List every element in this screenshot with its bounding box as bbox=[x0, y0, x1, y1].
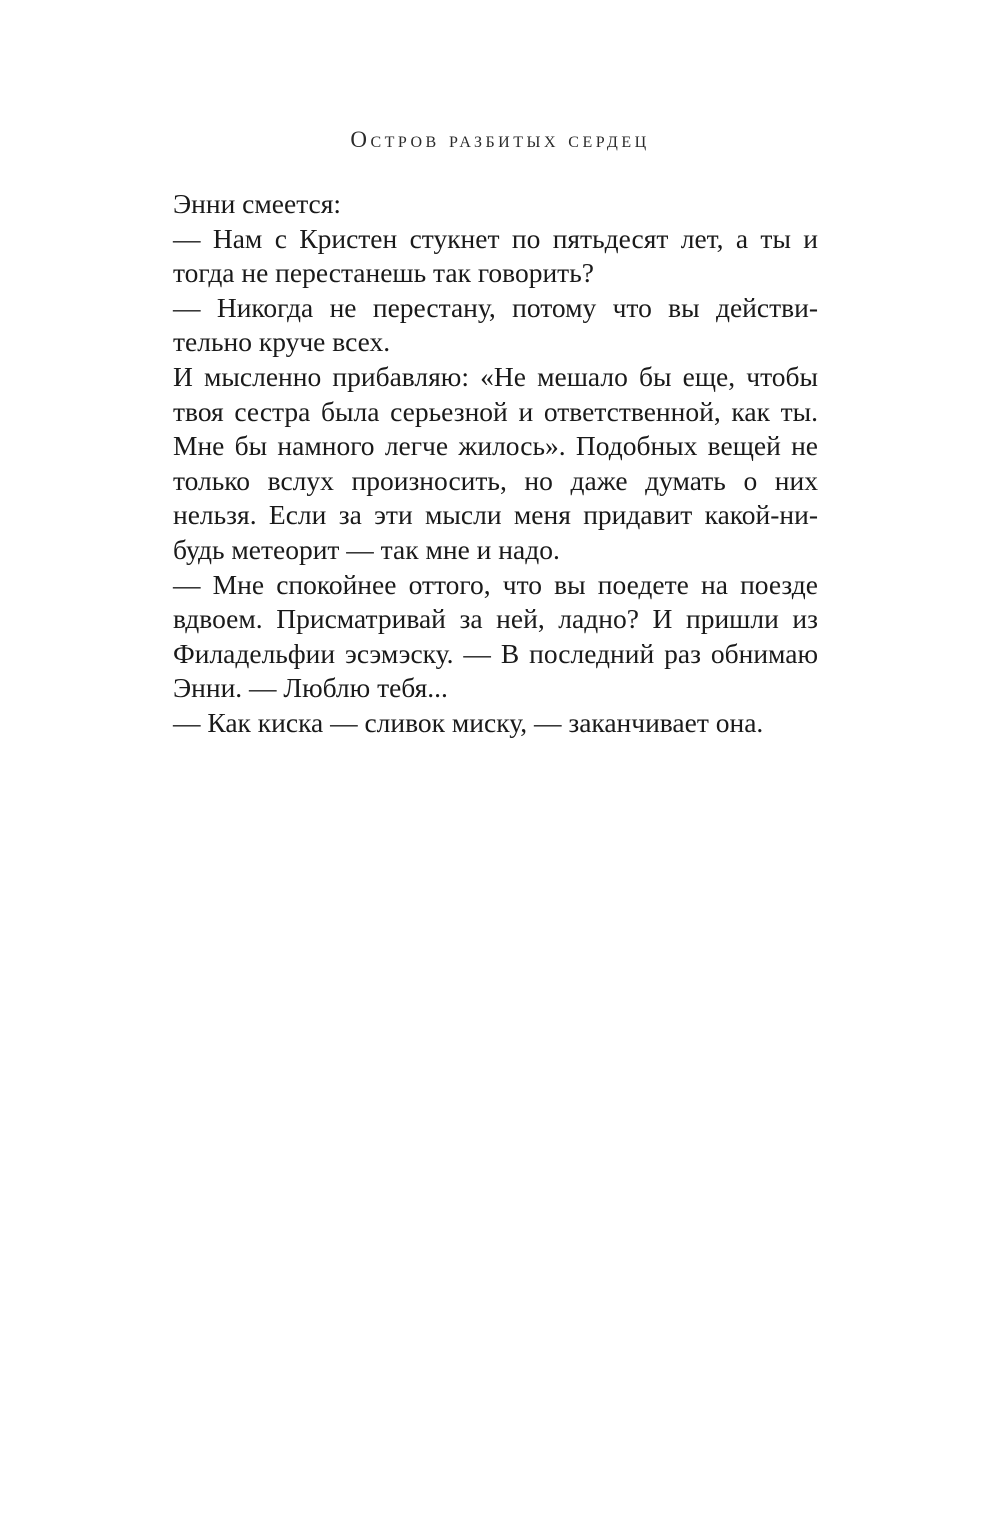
paragraph: И мысленно прибавляю: «Не мешало бы еще, чтобы твоя сестра была серьезной и ответственной, как ты. Мне бы намного легче жилось». Подобных вещей не только вслух произносить, но даже думать о них нельзя. Если за эти мысли меня придавит какой-нибудь метеорит — так мне и надо. bbox=[173, 360, 818, 565]
paragraph: — Нам с Кристен стукнет по пятьдесят лет, а ты и тогда не перестанешь так говорить? bbox=[173, 222, 818, 289]
running-head-title: Остров разбитых сердец bbox=[350, 127, 650, 152]
paragraph: — Никогда не перестану, потому что вы действительно круче всех. bbox=[173, 291, 818, 358]
paragraph: — Как киска — сливок миску, — заканчивает она. bbox=[173, 706, 764, 738]
paragraph: Энни смеется: bbox=[173, 188, 342, 219]
paragraph: — Мне спокойнее оттого, что вы поедете на поезде вдвоем. Присматривай за ней, ладно? И пришли из Филадельфии эсэмэску. — В последний раз обнимаю Энни. — Люблю тебя... bbox=[173, 568, 818, 704]
body-text bbox=[173, 187, 818, 741]
